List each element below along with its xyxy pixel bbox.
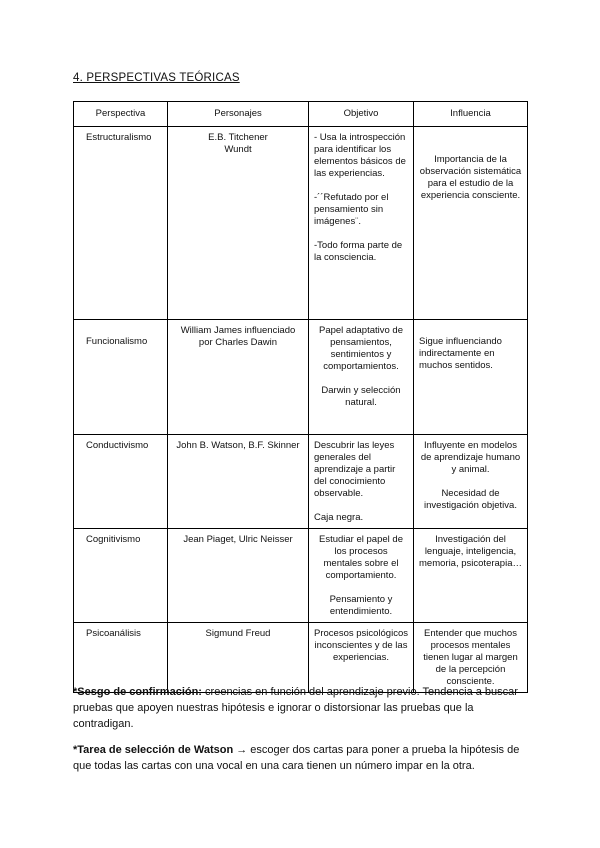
personaje: Sigmund Freud xyxy=(205,628,271,639)
perspectiva-label: Funcionalismo xyxy=(86,336,148,347)
objetivo-item: Caja negra. xyxy=(314,512,364,523)
perspectiva-label: Psicoanálisis xyxy=(86,628,141,639)
cell-perspectiva xyxy=(74,529,168,623)
influencia-item: Investigación del lenguaje, inteligencia, memoria, psicoterapia… xyxy=(419,534,522,569)
objetivo-item: - Usa la introspección para identificar los elementos básicos de las experiencias. xyxy=(314,132,406,179)
cell-objetivo xyxy=(309,320,414,435)
personaje: William James influenciado por Charles Dawin xyxy=(180,325,296,348)
cell-perspectiva xyxy=(74,320,168,435)
objetivo-item: -´´Refutado por el pensamiento sin imágenes¨. xyxy=(314,192,389,227)
personaje: E.B. Titchener xyxy=(208,132,268,143)
cell-perspectiva xyxy=(74,623,168,693)
cell-objetivo xyxy=(309,623,414,693)
objetivo-item: Papel adaptativo de pensamientos, sentimientos y comportamientos. xyxy=(319,325,403,372)
objetivo-item: Pensamiento y entendimiento. xyxy=(329,594,393,617)
cell-personajes xyxy=(168,320,309,435)
objetivo-item: -Todo forma parte de la consciencia. xyxy=(314,240,403,263)
influencia-item: Influyente en modelos de aprendizaje humano y animal. xyxy=(420,440,521,475)
objetivo-item: Darwin y selección natural. xyxy=(321,385,401,408)
cell-perspectiva xyxy=(74,127,168,320)
cell-objetivo xyxy=(309,529,414,623)
cell-personajes xyxy=(168,435,309,529)
cell-influencia xyxy=(414,529,528,623)
cell-objetivo xyxy=(309,127,414,320)
cell-personajes xyxy=(168,623,309,693)
personaje: Jean Piaget, Ulric Neisser xyxy=(183,534,293,545)
cell-objetivo xyxy=(309,435,414,529)
note-tarea-watson xyxy=(73,742,533,774)
perspectiva-label: Estructuralismo xyxy=(86,132,152,143)
cell-personajes xyxy=(168,127,309,320)
note-text: creencias en función del aprendizaje previo. Tendencia a buscar pruebas que apoyen nuestras hipótesis e ignorar o distorsionar las pruebas que la contradigan. xyxy=(73,686,518,730)
cell-influencia xyxy=(414,127,528,320)
header-personajes: Personajes xyxy=(168,102,309,127)
note-term: *Tarea de selección de Watson xyxy=(73,744,234,756)
table-row xyxy=(74,623,528,693)
header-influencia: Influencia xyxy=(414,102,528,127)
cell-perspectiva xyxy=(74,435,168,529)
personaje: Wundt xyxy=(224,144,252,155)
objetivo-item: Estudiar el papel de los procesos mentales sobre el comportamiento. xyxy=(319,534,403,581)
personaje: John B. Watson, B.F. Skinner xyxy=(176,440,300,451)
note-term: *Sesgo de confirmación: xyxy=(73,686,202,698)
section-title: 4. PERSPECTIVAS TEÓRICAS xyxy=(73,72,240,84)
table-row xyxy=(74,529,528,623)
table-header-row xyxy=(74,102,528,127)
table-row xyxy=(74,320,528,435)
note-sesgo-confirmacion xyxy=(73,684,533,732)
objetivo-item: Procesos psicológicos inconscientes y de las experiencias. xyxy=(314,628,408,663)
header-objetivo: Objetivo xyxy=(309,102,414,127)
table-row xyxy=(74,127,528,320)
influencia-item: Importancia de la observación sistemática para el estudio de la experiencia consciente. xyxy=(419,154,522,201)
cell-influencia xyxy=(414,623,528,693)
objetivo-item: Descubrir las leyes generales del aprendizaje a partir del conocimiento observable. xyxy=(314,440,396,499)
cell-influencia xyxy=(414,320,528,435)
influencia-item: Entender que muchos procesos mentales tienen lugar al margen de la percepción consciente. xyxy=(423,628,518,687)
table-row xyxy=(74,435,528,529)
perspectiva-label: Conductivismo xyxy=(86,440,149,451)
header-perspectiva: Perspectiva xyxy=(74,102,168,127)
theories-table xyxy=(73,101,528,693)
note-text: → escoger dos cartas para poner a prueba la hipótesis de que todas las cartas con una vocal en una cara tienen un número impar en la otra. xyxy=(73,744,520,772)
cell-influencia xyxy=(414,435,528,529)
perspectiva-label: Cognitivismo xyxy=(86,534,141,545)
influencia-item: Sigue influenciando indirectamente en muchos sentidos. xyxy=(419,336,502,371)
influencia-item: Necesidad de investigación objetiva. xyxy=(424,488,517,511)
cell-personajes xyxy=(168,529,309,623)
